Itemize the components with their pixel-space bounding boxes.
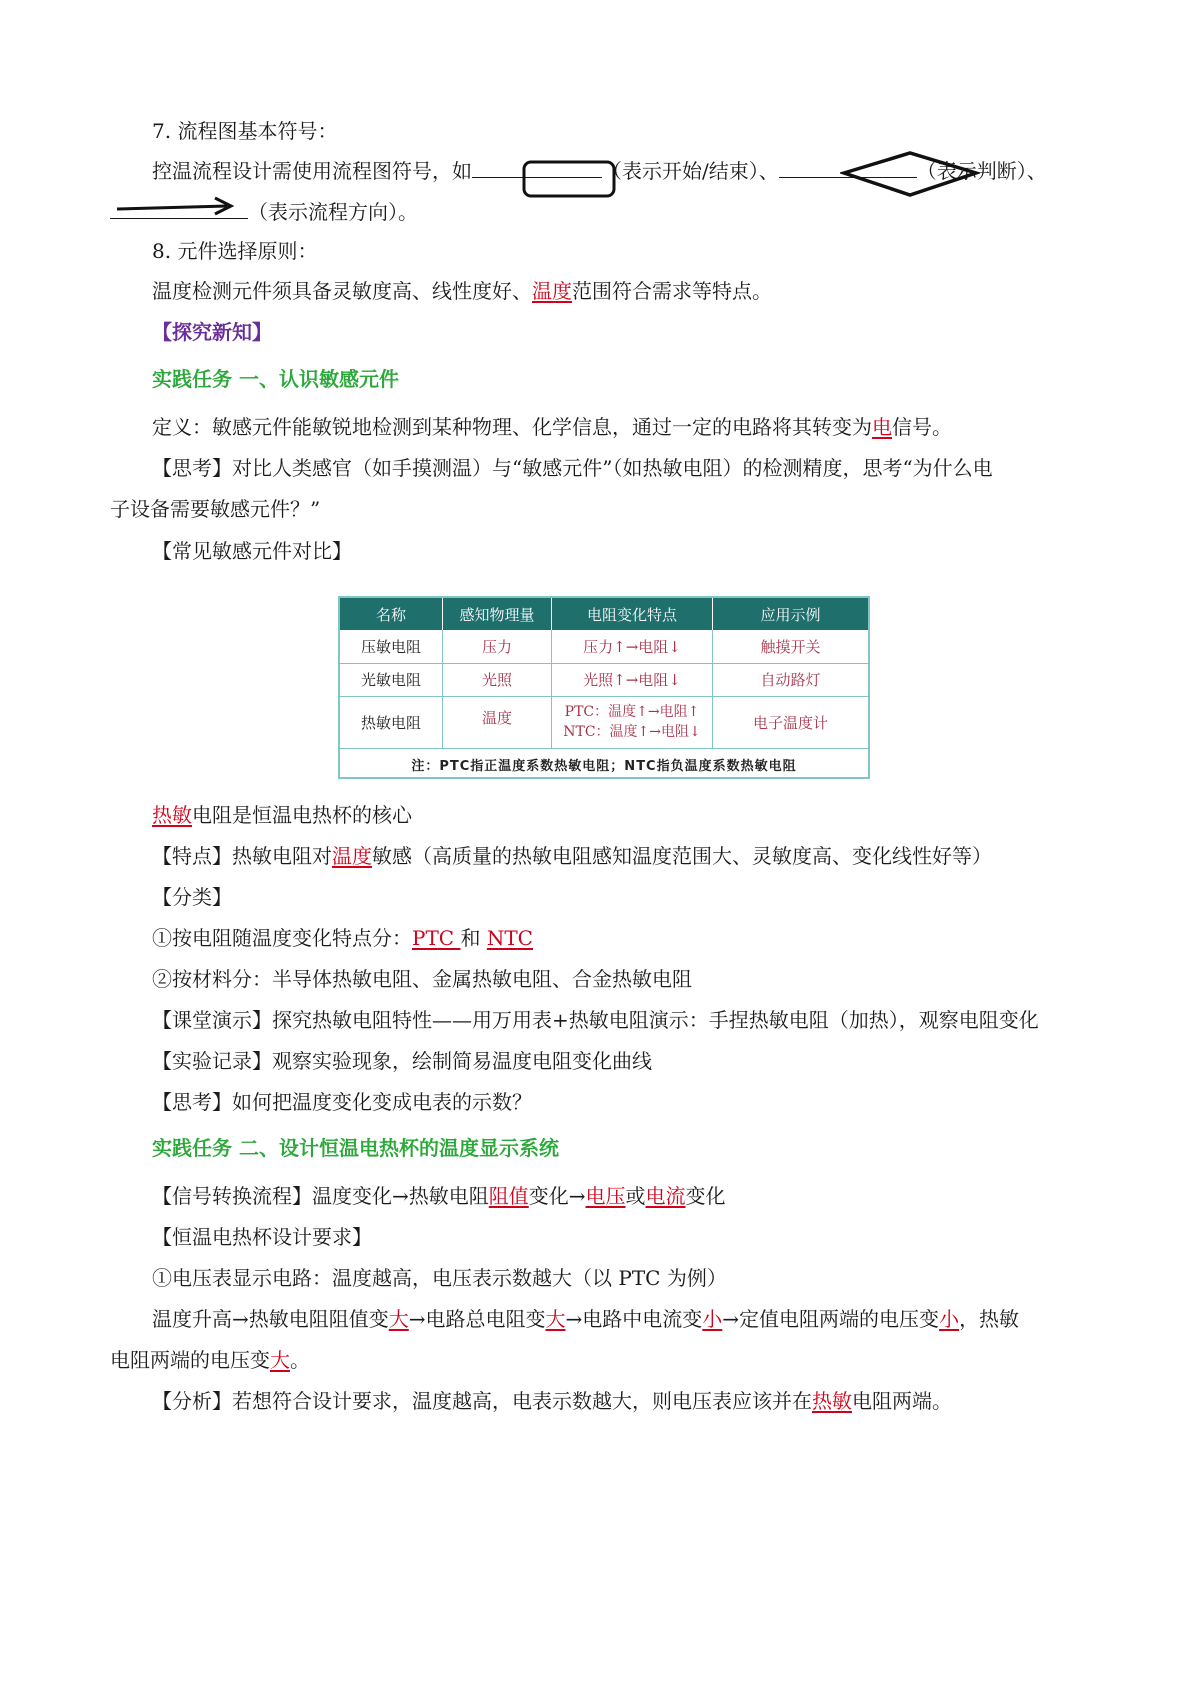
answer-voltage: 电压 bbox=[585, 1184, 626, 1208]
record-line: 【实验记录】观察实验现象，绘制简易温度电阻变化曲线 bbox=[152, 1049, 652, 1073]
section7-text-d: （表示流程方向）。 bbox=[248, 200, 418, 224]
section7-text-b: （表示开始/结束）、 bbox=[602, 159, 779, 183]
chain2-text-a: 电阻两端的电压变 bbox=[110, 1348, 270, 1372]
table-row bbox=[340, 663, 868, 696]
signal-line bbox=[152, 1182, 726, 1210]
table-note-row bbox=[340, 748, 868, 781]
chain-text-b: →电路总电阻变 bbox=[408, 1307, 546, 1331]
blank-arrow bbox=[110, 196, 248, 219]
class-label: 【分类】 bbox=[152, 885, 232, 909]
cell-change bbox=[552, 696, 713, 748]
analysis-text-b: 电阻两端。 bbox=[852, 1389, 952, 1413]
cell-name: 热敏电阻 bbox=[340, 696, 443, 748]
feature-line bbox=[152, 842, 992, 870]
section7-text-a: 控温流程设计需使用流程图符号，如 bbox=[152, 159, 472, 183]
answer-thermal: 热敏 bbox=[152, 803, 192, 827]
demo-line: 【课堂演示】探究热敏电阻特性——用万用表+热敏电阻演示：手捏热敏电阻（加热），观察电阻变化 bbox=[152, 1008, 1039, 1032]
answer-small-1: 小 bbox=[702, 1307, 723, 1331]
chain-line1 bbox=[152, 1305, 1019, 1333]
feature-text-b: 敏感（高质量的热敏电阻感知温度范围大、灵敏度高、变化线性好等） bbox=[372, 844, 992, 868]
chain-text-a: 温度升高→热敏电阻阻值变 bbox=[152, 1307, 389, 1331]
cell-change-ntc: NTC：温度↑→电阻↓ bbox=[563, 724, 701, 740]
signal-text-b: 变化→ bbox=[528, 1184, 586, 1208]
section8-heading: 8. 元件选择原则： bbox=[152, 239, 318, 263]
section7-text-c: （表示判断）、 bbox=[916, 159, 1047, 183]
table-note: 注：PTC指正温度系数热敏电阻；NTC指负温度系数热敏电阻 bbox=[411, 759, 797, 774]
header-quantity: 感知物理量 bbox=[443, 598, 552, 630]
class2-line: ②按材料分：半导体热敏电阻、金属热敏电阻、合金热敏电阻 bbox=[152, 967, 692, 991]
thermistor-core-line bbox=[152, 801, 412, 829]
definition-text-a: 定义：敏感元件能敏锐地检测到某种物理、化学信息，通过一定的电路将其转变为 bbox=[152, 415, 872, 439]
answer-electric: 电 bbox=[872, 415, 892, 439]
explore-label: 【探究新知】 bbox=[152, 320, 272, 344]
thermistor-core-text: 电阻是恒温电热杯的核心 bbox=[192, 803, 412, 827]
answer-current: 电流 bbox=[645, 1184, 686, 1208]
answer-temperature: 温度 bbox=[532, 279, 572, 303]
chain-line2 bbox=[110, 1346, 310, 1374]
section7-line2 bbox=[110, 196, 418, 224]
header-change: 电阻变化特点 bbox=[552, 598, 713, 630]
decision-symbol-icon bbox=[840, 150, 980, 200]
feature-text-a: 【特点】热敏电阻对 bbox=[152, 844, 332, 868]
definition-text-b: 信号。 bbox=[892, 415, 952, 439]
cell-change-ptc: PTC：温度↑→电阻↑ bbox=[564, 704, 700, 720]
chain-text-d: →定值电阻两端的电压变 bbox=[722, 1307, 940, 1331]
task2-title: 实践任务 二、设计恒温电热杯的温度显示系统 bbox=[152, 1136, 559, 1160]
sensor-comparison-table bbox=[338, 596, 870, 779]
header-name: 名称 bbox=[340, 598, 443, 630]
table-row bbox=[340, 630, 868, 663]
analysis-text-a: 【分析】若想符合设计要求，温度越高，电表示数越大，则电压表应该并在 bbox=[152, 1389, 812, 1413]
compare-label: 【常见敏感元件对比】 bbox=[152, 539, 352, 563]
requirement1-line: ①电压表显示电路：温度越高，电压表示数越大（以 PTC 为例） bbox=[152, 1266, 727, 1290]
chain2-text-b: 。 bbox=[290, 1348, 310, 1372]
cell-change: 压力↑→电阻↓ bbox=[552, 630, 713, 663]
answer-resistance: 阻值 bbox=[488, 1184, 529, 1208]
class1-and: 和 bbox=[460, 926, 487, 950]
class1-text: ①按电阻随温度变化特点分： bbox=[152, 926, 412, 950]
cell-quantity: 光照 bbox=[443, 663, 552, 696]
cell-quantity: 温度 bbox=[443, 696, 552, 748]
think2-line: 【思考】如何把温度变化变成电表的示数？ bbox=[152, 1090, 532, 1114]
answer-large-3: 大 bbox=[270, 1348, 290, 1372]
answer-temperature-2: 温度 bbox=[332, 844, 372, 868]
think-line1: 【思考】对比人类感官（如手摸测温）与“敏感元件”（如热敏电阻）的检测精度，思考“为什么电 bbox=[152, 456, 993, 480]
answer-small-2: 小 bbox=[939, 1307, 960, 1331]
answer-large-2: 大 bbox=[545, 1307, 566, 1331]
requirement-label: 【恒温电热杯设计要求】 bbox=[152, 1225, 372, 1249]
chain-text-c: →电路中电流变 bbox=[565, 1307, 703, 1331]
cell-example: 自动路灯 bbox=[713, 663, 869, 696]
think-line2: 子设备需要敏感元件？” bbox=[110, 497, 321, 521]
analysis-line bbox=[152, 1387, 952, 1415]
cell-example: 触摸开关 bbox=[713, 630, 869, 663]
answer-thermal-2: 热敏 bbox=[812, 1389, 852, 1413]
table-row bbox=[340, 696, 868, 748]
terminator-symbol-icon bbox=[522, 160, 618, 200]
answer-ptc: PTC bbox=[412, 926, 461, 950]
section8-line bbox=[152, 277, 772, 305]
section8-text-a: 温度检测元件须具备灵敏度高、线性度好、 bbox=[152, 279, 532, 303]
answer-ntc: NTC bbox=[486, 926, 533, 950]
definition-line bbox=[152, 413, 952, 441]
section8-text-b: 范围符合需求等特点。 bbox=[572, 279, 772, 303]
cell-quantity: 压力 bbox=[443, 630, 552, 663]
answer-large-1: 大 bbox=[388, 1307, 409, 1331]
header-example: 应用示例 bbox=[713, 598, 869, 630]
cell-change: 光照↑→电阻↓ bbox=[552, 663, 713, 696]
table-header-row bbox=[340, 598, 868, 630]
section7-heading: 7. 流程图基本符号： bbox=[152, 119, 338, 143]
cell-name: 光敏电阻 bbox=[340, 663, 443, 696]
cell-example: 电子温度计 bbox=[713, 696, 869, 748]
signal-text-c: 或 bbox=[625, 1184, 646, 1208]
chain-text-e: ，热敏 bbox=[959, 1307, 1020, 1331]
cell-name: 压敏电阻 bbox=[340, 630, 443, 663]
signal-text-d: 变化 bbox=[685, 1184, 726, 1208]
class1-line bbox=[152, 924, 533, 952]
task1-title: 实践任务 一、认识敏感元件 bbox=[152, 367, 399, 391]
signal-text-a: 【信号转换流程】温度变化→热敏电阻 bbox=[152, 1184, 489, 1208]
